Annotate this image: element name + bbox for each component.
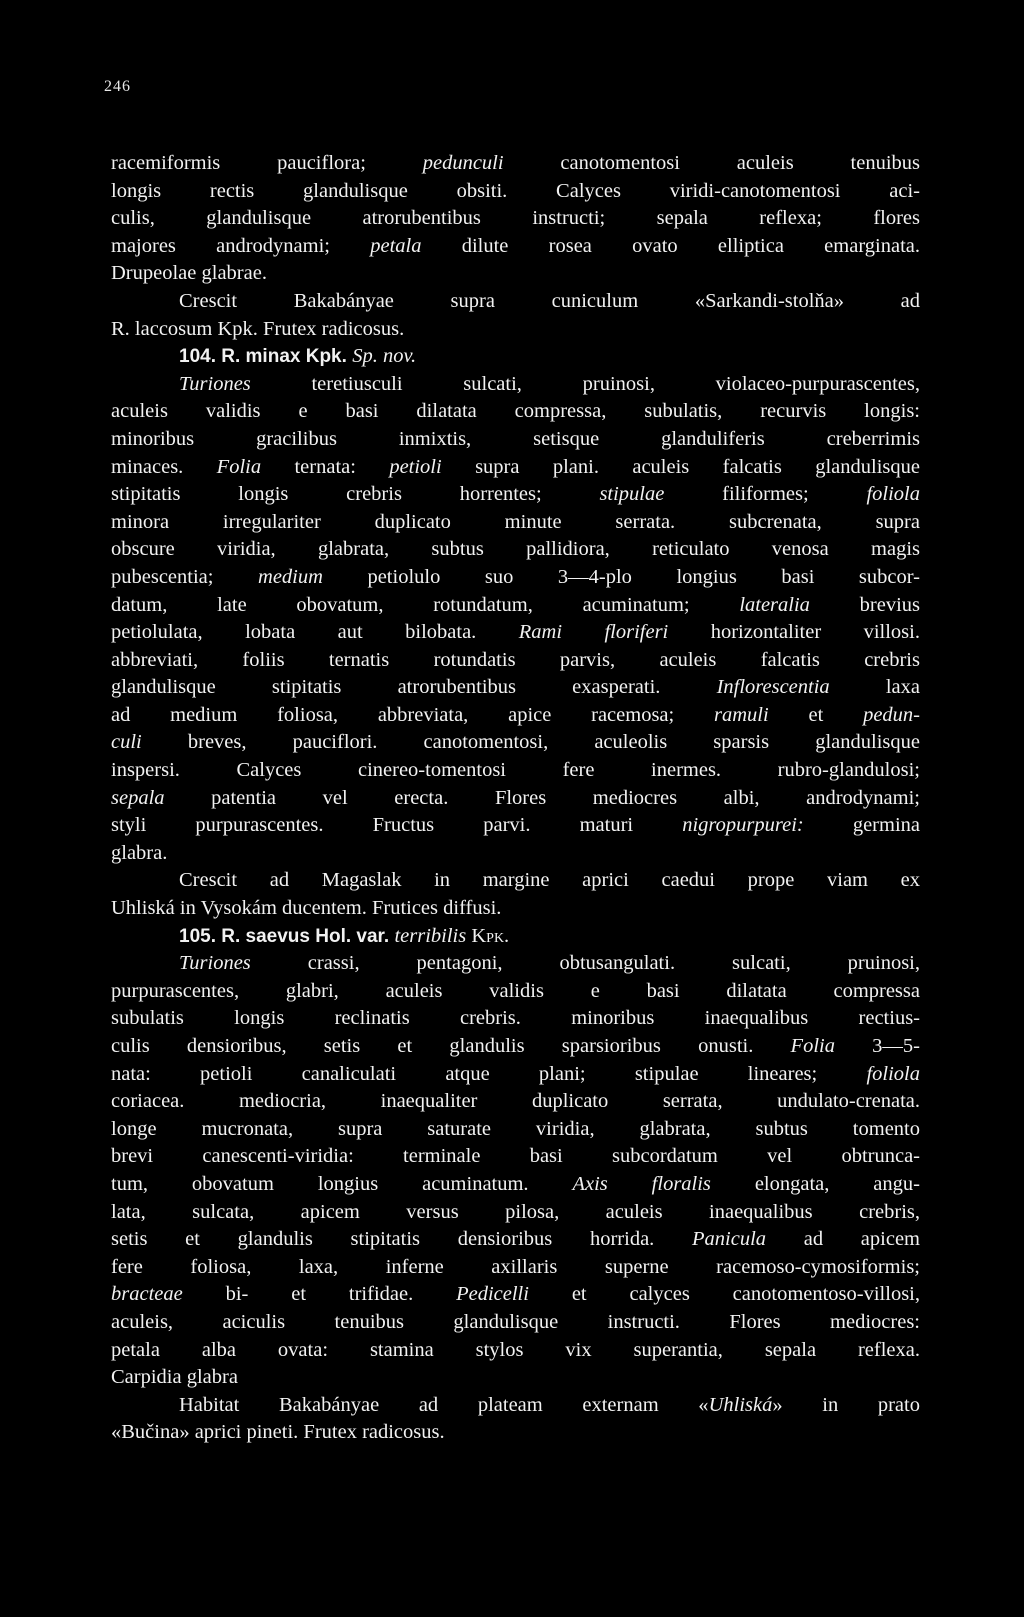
italic-term: medium <box>258 565 323 588</box>
text-segment: nata: petioli canaliculati atque plani; stipulae lineares; <box>111 1062 867 1085</box>
text-line <box>111 1143 920 1171</box>
text-segment: obscure viridia, glabrata, subtus pallidiora, reticulato venosa magis <box>111 538 920 561</box>
text-line <box>111 509 920 537</box>
text-segment: 3—5- <box>834 1035 921 1057</box>
text-line <box>111 619 920 647</box>
text-line <box>111 1226 920 1254</box>
text-segment: culis densioribus, setis et glandulis sparsioribus onusti. <box>111 1035 791 1057</box>
text-segment: datum, late obovatum, rotundatum, acuminatum; <box>111 593 740 616</box>
text-body <box>111 150 920 1447</box>
text-segment: abbreviati, foliis ternatis rotundatis parvis, aculeis falcatis crebris <box>111 648 920 671</box>
text-line <box>111 536 920 564</box>
text-line <box>111 647 920 675</box>
text-segment: aculeis validis e basi dilatata compressa, subulatis, recurvis longis: <box>111 400 920 423</box>
text-segment: ad medium foliosa, abbreviata, apice racemosa; <box>111 703 714 726</box>
text-segment: inspersi. Calyces cinereo-tomentosi fere inermes. rubro-glandulosi; <box>111 759 920 782</box>
italic-term: pedunculi <box>422 152 504 174</box>
text-line <box>111 481 920 509</box>
text-segment: germina <box>803 814 920 837</box>
italic-term: Pedicelli <box>456 1283 529 1306</box>
text-segment: brevius <box>809 593 920 616</box>
text-line <box>111 1281 920 1309</box>
text-segment: purpurascentes, glabri, aculeis validis e basi dilatata compressa <box>111 979 920 1002</box>
italic-term: petala <box>370 234 422 257</box>
text-segment: petala alba ovata: stamina stylos vix superantia, sepala reflexa. <box>111 1338 920 1361</box>
text-line <box>111 950 920 978</box>
text-line <box>111 426 920 454</box>
text-line <box>111 316 920 344</box>
text-segment: Crescit ad Magaslak in margine aprici caedui prope viam ex <box>179 869 920 892</box>
text-segment: aculeis, aciculis tenuibus glandulisque instructi. Flores mediocres: <box>111 1310 920 1333</box>
italic-term: Folia <box>216 455 262 478</box>
text-segment: glandulisque stipitatis atrorubentibus exasperati. <box>111 676 717 699</box>
text-segment: canotomentosi aculeis tenuibus <box>503 152 920 174</box>
text-segment: stipitatis longis crebris horrentes; <box>111 483 600 506</box>
italic-term: Axis floralis <box>572 1172 711 1195</box>
text-line <box>111 978 920 1006</box>
text-line <box>111 867 920 895</box>
text-segment: lata, sulcata, apicem versus pilosa, aculeis inaequalibus crebris, <box>111 1200 920 1223</box>
text-line <box>111 178 920 206</box>
italic-term: bracteae <box>111 1283 183 1306</box>
text-line <box>111 233 920 261</box>
italic-term: culi <box>111 731 142 754</box>
text-segment: racemiformis pauciflora; <box>111 152 423 174</box>
text-segment: coriacea. mediocria, inaequaliter duplicato serrata, undulato-crenata. <box>111 1090 920 1113</box>
species-heading: 104. R. minax Kpk. <box>179 346 353 368</box>
text-line <box>111 812 920 840</box>
text-line <box>111 1392 920 1420</box>
text-line <box>111 343 920 371</box>
text-segment: teretiusculi sulcati, pruinosi, violaceo-purpurascentes, <box>250 372 920 395</box>
text-line <box>111 1116 920 1144</box>
page-number: 246 <box>104 78 131 95</box>
text-segment: glabra. <box>111 841 168 864</box>
text-line <box>111 1033 920 1061</box>
text-segment: subulatis longis reclinatis crebris. minoribus inaequalibus rectius- <box>111 1007 920 1030</box>
text-line <box>111 1199 920 1227</box>
text-line <box>111 1254 920 1282</box>
italic-term: Turiones <box>179 372 251 395</box>
text-segment: ad apicem <box>766 1228 920 1251</box>
text-segment: horizontaliter villosi. <box>668 621 920 644</box>
italic-term: Sp. nov. <box>352 345 417 368</box>
text-line <box>111 1419 920 1447</box>
text-line <box>111 454 920 482</box>
text-line <box>111 564 920 592</box>
text-segment: minora irregulariter duplicato minute serrata. subcrenata, supra <box>111 510 920 533</box>
text-segment: et <box>768 703 864 726</box>
text-line <box>111 729 920 757</box>
text-line <box>111 1171 920 1199</box>
text-line <box>111 150 920 178</box>
text-segment: dilute rosea ovato elliptica emarginata. <box>421 234 920 257</box>
text-segment: ternata: <box>261 455 390 478</box>
text-segment: longe mucronata, supra saturate viridia, glabrata, subtus tomento <box>111 1117 920 1140</box>
text-segment: tum, obovatum longius acuminatum. <box>111 1172 573 1195</box>
text-line <box>111 205 920 233</box>
text-line <box>111 1337 920 1365</box>
italic-term: Uhliská <box>708 1393 773 1416</box>
italic-term: terribilis <box>394 924 467 947</box>
italic-term: Rami floriferi <box>518 621 669 644</box>
text-segment: Carpidia glabra <box>111 1366 238 1389</box>
italic-term: nigropurpurei: <box>682 814 804 837</box>
text-segment: supra plani. aculeis falcatis glandulisque <box>441 455 920 478</box>
text-segment: minoribus gracilibus inmixtis, setisque glanduliferis creberrimis <box>111 427 920 450</box>
text-line <box>111 260 920 288</box>
text-segment: filiformes; <box>664 483 867 506</box>
text-segment: Uhliská in Vysokám ducentem. Frutices diffusi. <box>111 897 502 920</box>
italic-term: foliola <box>866 483 920 506</box>
text-line <box>111 371 920 399</box>
text-segment: Crescit Bakabányae supra cuniculum «Sarkandi-stolňa» ad <box>179 289 920 312</box>
text-segment: R. laccosum Kpk. Frutex radicosus. <box>111 317 405 340</box>
italic-term: Panicula <box>692 1228 767 1251</box>
text-segment: elongata, angu- <box>710 1172 920 1195</box>
text-line <box>111 840 920 868</box>
species-heading: 105. R. saevus Hol. var. <box>179 925 395 947</box>
text-segment: laxa <box>829 676 920 699</box>
italic-term: lateralia <box>739 593 810 616</box>
text-line <box>111 785 920 813</box>
text-segment: breves, pauciflori. canotomentosi, aculeolis sparsis glandulisque <box>141 731 920 754</box>
text-segment: pubescentia; <box>111 565 259 588</box>
italic-term: sepala <box>111 786 165 809</box>
italic-term: ramuli <box>714 703 769 726</box>
italic-term: Turiones <box>179 952 251 975</box>
italic-term: stipulae <box>599 483 665 506</box>
text-line <box>111 1061 920 1089</box>
text-segment: setis et glandulis stipitatis densioribus horrida. <box>111 1228 693 1251</box>
text-segment: » in prato <box>772 1393 920 1416</box>
text-line <box>111 895 920 923</box>
text-segment: «Bučina» aprici pineti. Frutex radicosus. <box>111 1421 445 1444</box>
text-segment: petiolulata, lobata aut bilobata. <box>111 621 519 644</box>
text-segment: brevi canescenti-viridia: terminale basi subcordatum vel obtrunca- <box>111 1145 920 1168</box>
text-line <box>111 1309 920 1337</box>
text-segment: et calyces canotomentoso-villosi, <box>528 1283 920 1306</box>
text-line <box>111 1088 920 1116</box>
text-line <box>111 1005 920 1033</box>
text-segment: minaces. <box>111 455 217 478</box>
text-segment: longis rectis glandulisque obsiti. Calyces viridi-canotomentosi aci- <box>111 179 920 202</box>
italic-term: petioli <box>389 455 442 478</box>
text-segment: Kpk. <box>471 924 510 947</box>
text-segment: fere foliosa, laxa, inferne axillaris superne racemoso-cymosiformis; <box>111 1255 920 1278</box>
italic-term: Inflorescentia <box>716 676 830 699</box>
text-segment: patentia vel erecta. Flores mediocres albi, androdynami; <box>164 786 920 809</box>
text-segment: majores androdynami; <box>111 234 371 257</box>
text-line <box>111 674 920 702</box>
text-line <box>111 592 920 620</box>
text-segment: bi- et trifidae. <box>182 1283 457 1306</box>
text-line <box>111 923 920 951</box>
text-line <box>111 398 920 426</box>
text-segment: Drupeolae glabrae. <box>111 262 267 285</box>
italic-term: Folia <box>790 1035 835 1057</box>
text-line <box>111 702 920 730</box>
text-segment: styli purpurascentes. Fructus parvi. maturi <box>111 814 683 837</box>
italic-term: pedun- <box>863 703 920 726</box>
text-segment: petiolulo suo 3—4-plo longius basi subcor- <box>322 565 921 588</box>
text-segment: crassi, pentagoni, obtusangulati. sulcati, pruinosi, <box>250 952 920 975</box>
text-segment: Habitat Bakabányae ad plateam externam « <box>179 1393 709 1416</box>
text-line <box>111 288 920 316</box>
text-segment: culis, glandulisque atrorubentibus instructi; sepala reflexa; flores <box>111 207 920 230</box>
text-line <box>111 757 920 785</box>
text-line <box>111 1364 920 1392</box>
italic-term: foliola <box>866 1062 920 1085</box>
